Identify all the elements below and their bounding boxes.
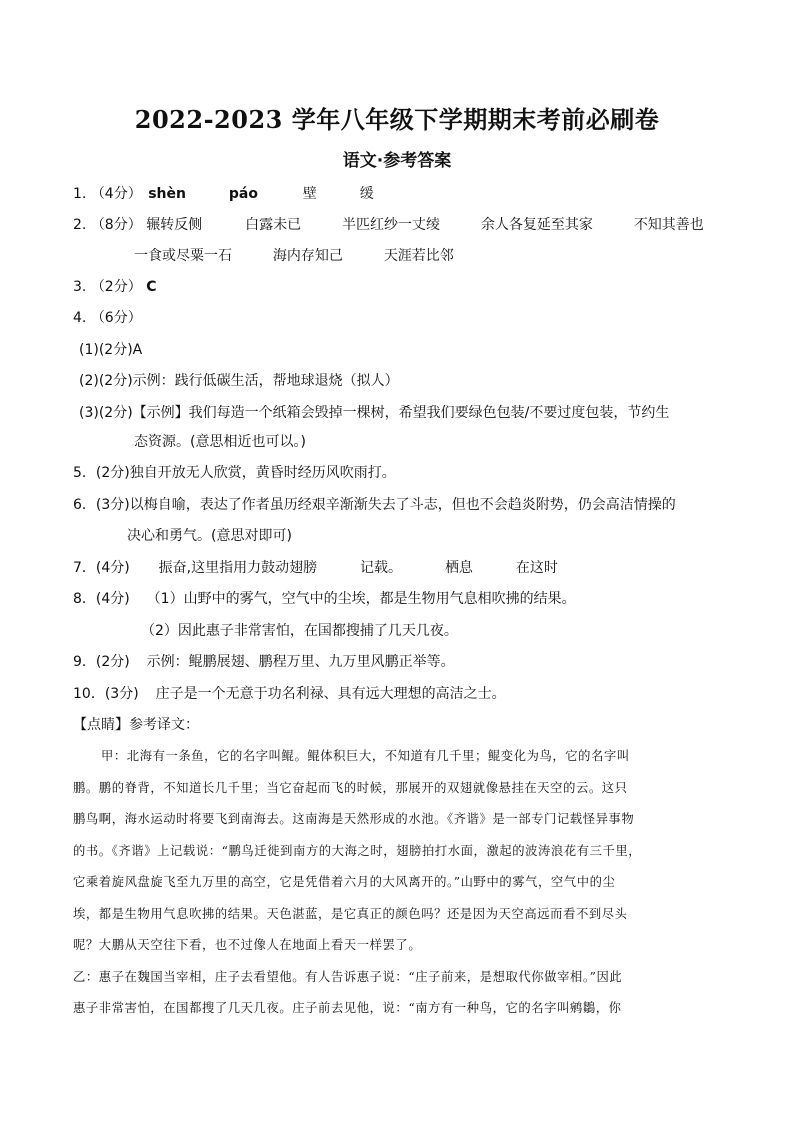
q6-score: (3分) [95,497,130,513]
q4-number: 4. [73,310,87,326]
q4-part-1: (1)(2分)A [79,342,143,358]
q2-score: （8分） [90,217,142,233]
q1-number: 1. [73,186,87,202]
translation-line-9: 惠子非常害怕，在国都搜了几天几夜。庄子前去见他，说：“南方有一种鸟，它的名字叫鹓鶵，你 [73,1001,622,1015]
page-title: 2022-2023 学年八年级下学期期末考前必刷卷 [134,105,660,134]
translation-line-7: 呢？大鹏从天空往下看，也不过像人在地面上看天一样罢了。 [73,938,422,952]
q4-part-3-line1: (3)(2分)【示例】我们每造一个纸箱会毁掉一棵树，希望我们要绿色包装/不要过度包装，节约生 [79,405,670,421]
q7-answer-3: 栖息 [444,560,473,576]
q3-score: （2分） [90,279,142,295]
q4-part-2: (2)(2分)示例：践行低碳生活，帮地球退烧（拟人） [79,373,399,389]
q9-score: (2分) [95,654,130,670]
q8-score: (4分) [95,591,130,607]
answer-q10 [73,685,506,703]
q4-score: （6分） [90,310,142,326]
q6-answer-line2: 决心和勇气。(意思对即可) [127,528,292,544]
answer-q9 [73,653,455,671]
q2-number: 2. [73,217,87,233]
q5-score: (2分) [95,465,130,481]
q10-score: (3分) [104,686,139,702]
answer-q1 [73,185,374,203]
q3-answer: C [146,279,157,295]
q7-score: (4分) [95,560,130,576]
q1-answer-2: páo [228,186,258,202]
q8-answer-1: （1）山野中的雾气，空气中的尘埃，都是生物用气息相吹拂的结果。 [146,591,576,607]
answer-q8-line1 [73,590,576,608]
q6-number: 6． [73,497,96,513]
answer-q3 [73,278,156,296]
answer-q4 [73,309,142,327]
translation-line-5: 它乘着旋风盘旋飞至九万里的高空，它是凭借着六月的大风离开的。”山野中的雾气，空气中的尘 [73,875,616,889]
translation-line-4: 的书。《齐谐》上记载说：“鹏鸟迁徙到南方的大海之时，翅膀拍打水面，激起的波涛浪花有三千里， [73,844,642,858]
q8-answer-2: （2）因此惠子非常害怕，在国都搜捕了几天几夜。 [141,623,458,639]
q6-answer-line1: 以梅自喻，表达了作者虽历经艰辛渐渐失去了斗志，但也不会趋炎附势，仍会高洁情操的 [129,497,676,513]
q10-answer: 庄子是一个无意于功名利禄、具有远大理想的高洁之士。 [155,686,506,702]
translation-line-3: 鹏鸟啊，海水运动时将要飞到南海去。这南海是天然形成的水池。《齐谐》是一部专门记载怪异事物 [73,812,635,826]
q2-answer-8: 天涯若比邻 [383,248,454,264]
q8-number: 8． [73,591,96,607]
q1-score: （4分） [90,186,142,202]
page-subtitle: 语文·参考答案 [342,151,452,171]
q5-answer: 独自开放无人欣赏，黄昏时经历风吹雨打。 [129,465,396,481]
q2-answer-6: 一食或尽粟一石 [134,248,232,264]
q9-answer: 示例：鲲鹏展翅、鹏程万里、九万里风鹏正举等。 [146,654,455,670]
q9-number: 9． [73,654,96,670]
dianjing-heading: 【点睛】参考译文： [73,717,199,733]
q2-answer-2: 白露未已 [245,217,302,233]
q2-answer-1: 辗转反侧 [146,217,203,233]
q4-part-3-line2: 态资源。(意思相近也可以。) [134,434,306,450]
q2-answer-4: 余人各复延至其家 [480,217,593,233]
q1-answer-4: 缓 [359,186,374,202]
q1-answer-3: 壁 [302,186,317,202]
q2-answer-5: 不知其善也 [633,217,704,233]
q10-number: 10． [73,686,105,702]
answer-q2-line1 [73,216,704,234]
answer-q5 [73,464,396,482]
translation-line-6: 埃，都是生物用气息吹拂的结果。天色湛蓝，是它真正的颜色吗？还是因为天空高远而看不到尽头 [73,907,628,921]
q7-answer-4: 在这时 [515,560,558,576]
q2-answer-7: 海内存知己 [272,248,343,264]
q3-number: 3. [73,279,87,295]
translation-line-1: 甲：北海有一条鱼，它的名字叫鲲。鲲体积巨大，不知道有几千里；鲲变化为鸟，它的名字叫 [101,749,630,763]
q1-answer-1: shèn [148,186,186,202]
answer-q6-line1 [73,496,676,514]
answer-q2-line2 [134,247,454,265]
q7-answer-1: 振奋,这里指用力鼓动翅膀 [158,560,318,576]
translation-line-8: 乙：惠子在魏国当宰相，庄子去看望他。有人告诉惠子说：“庄子前来，是想取代你做宰相。”因此 [73,970,623,984]
q7-number: 7． [73,560,96,576]
q7-answer-2: 记载。 [360,560,403,576]
q5-number: 5． [73,465,96,481]
q2-answer-3: 半匹红纱一丈绫 [342,217,440,233]
answer-q7 [73,559,558,577]
translation-line-2: 鹏。鹏的脊背，不知道长几千里；当它奋起而飞的时候，那展开的双翅就像悬挂在天空的云。这只 [73,781,628,795]
